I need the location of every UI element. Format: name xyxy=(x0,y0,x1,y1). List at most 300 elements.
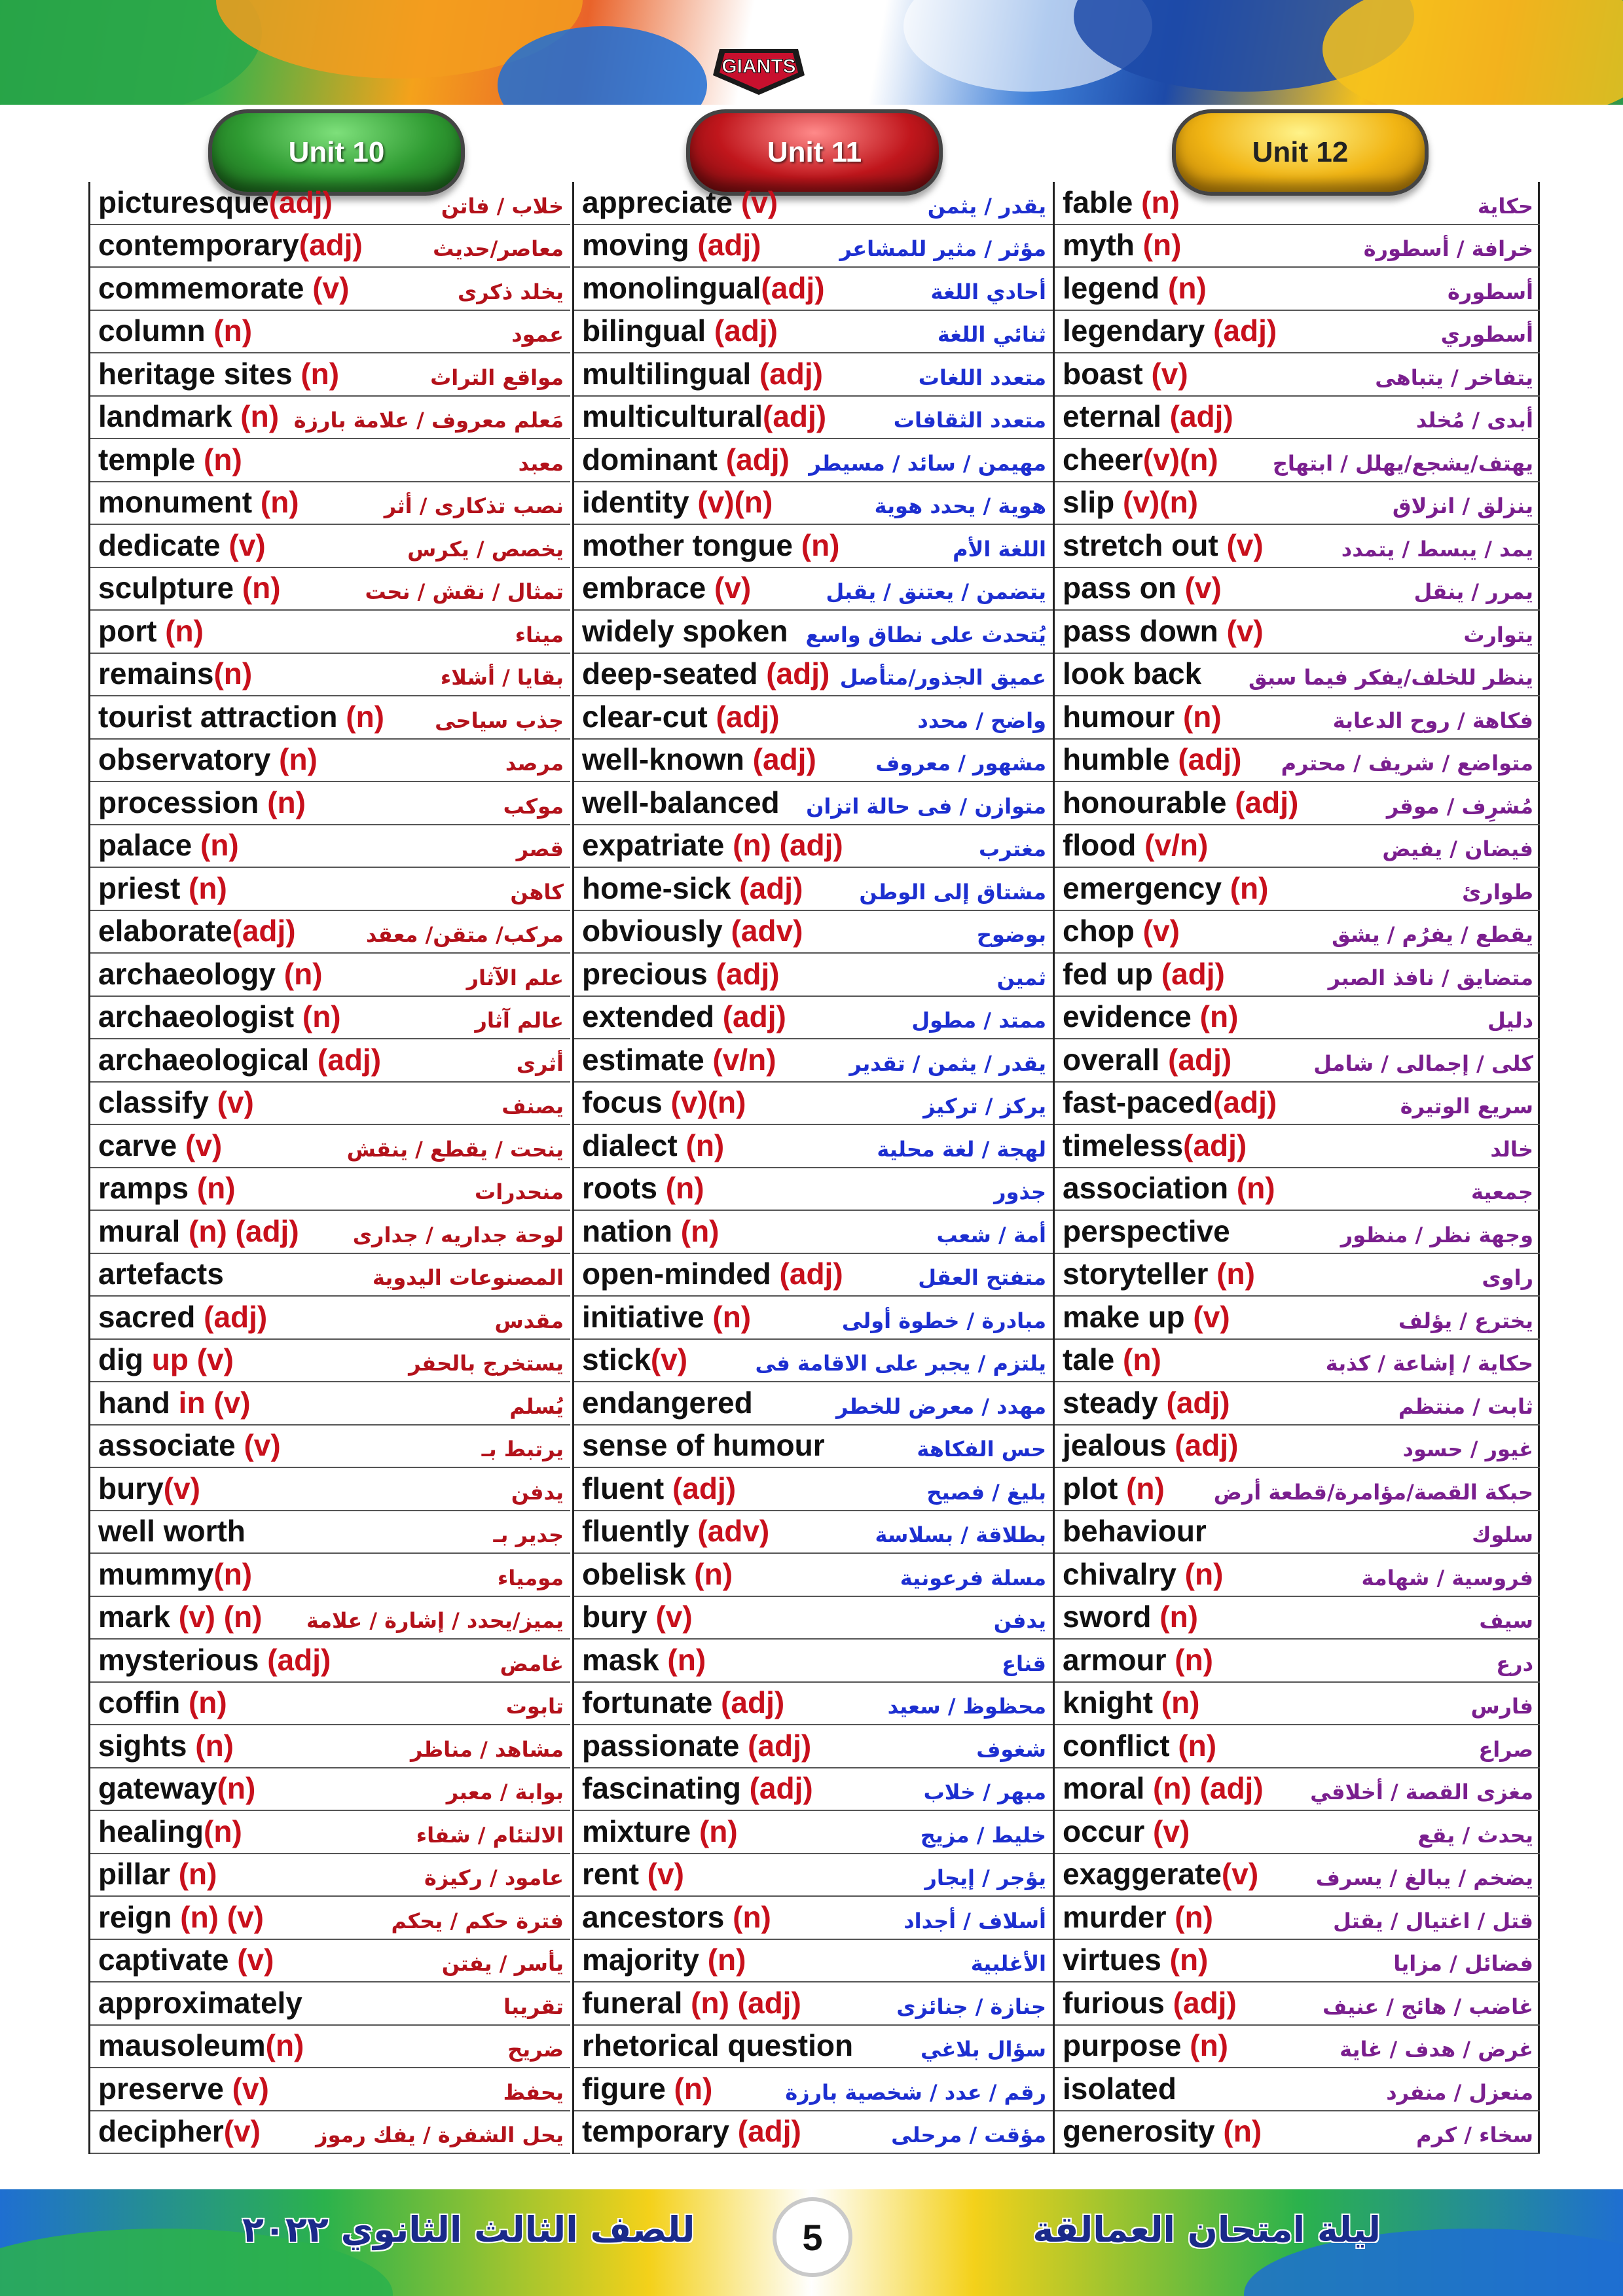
english-word xyxy=(98,1856,217,1892)
arabic-meaning: مشتاق إلى الوطن xyxy=(859,879,1046,905)
arabic-meaning: غيور / حسود xyxy=(1402,1437,1533,1462)
english-word xyxy=(98,999,341,1034)
english-word xyxy=(98,1642,331,1677)
english-word xyxy=(98,1770,255,1806)
arabic-meaning: متعدد الثقافات xyxy=(893,408,1046,433)
english-word xyxy=(1063,699,1222,734)
english-word xyxy=(1063,656,1201,691)
word: association xyxy=(1063,1171,1229,1205)
word: temple xyxy=(98,442,196,476)
english-word xyxy=(98,1427,281,1463)
part-of-speech: (v) xyxy=(647,1600,693,1634)
vocab-row xyxy=(1055,740,1540,783)
english-word xyxy=(98,870,227,906)
part-of-speech: (n) xyxy=(232,399,280,433)
part-of-speech: (n) xyxy=(292,356,340,391)
arabic-meaning: اللغة الأم xyxy=(953,536,1046,562)
vocab-row xyxy=(1055,268,1540,311)
english-word xyxy=(98,1513,246,1549)
vocab-row xyxy=(90,568,570,611)
word: bury xyxy=(98,1471,164,1505)
part-of-speech: (v) xyxy=(177,1128,223,1162)
arabic-meaning: ضريح xyxy=(507,2037,564,2062)
part-of-speech: (n) xyxy=(1166,1642,1213,1677)
vocab-row xyxy=(574,911,1053,954)
arabic-meaning: يتفاخر / يتباهى xyxy=(1375,365,1533,390)
vocab-row xyxy=(90,1468,570,1511)
english-word xyxy=(1063,1728,1216,1763)
part-of-speech: (adj) xyxy=(717,442,790,476)
english-word xyxy=(98,313,252,348)
vocab-row xyxy=(90,268,570,311)
part-of-speech: (adj) xyxy=(714,999,786,1033)
arabic-meaning: سيف xyxy=(1479,1608,1533,1633)
arabic-meaning: علم الآثار xyxy=(466,965,564,990)
english-word xyxy=(1063,613,1264,649)
arabic-meaning: جمعية xyxy=(1470,1179,1533,1204)
arabic-meaning: حس الفكاهة xyxy=(917,1437,1046,1462)
vocab-row xyxy=(90,782,570,825)
vocab-row xyxy=(574,568,1053,611)
arabic-meaning: منعزل / منفرد xyxy=(1386,2079,1533,2105)
vocab-row xyxy=(1055,825,1540,869)
arabic-meaning: يلتزم / يجبر على الاقامة فى xyxy=(755,1351,1046,1376)
word: associate xyxy=(98,1428,236,1462)
english-word xyxy=(98,699,384,734)
arabic-meaning: منحدرات xyxy=(475,1179,564,1204)
word: multicultural xyxy=(582,399,763,433)
part-of-speech: (v) xyxy=(1221,1857,1259,1891)
part-of-speech: (n) xyxy=(1152,1685,1200,1719)
english-word xyxy=(582,913,803,948)
english-word xyxy=(1063,956,1225,992)
part-of-speech: (v)(n) xyxy=(689,485,773,519)
arabic-meaning: يدفن xyxy=(511,1479,564,1505)
word: legend xyxy=(1063,270,1160,305)
arabic-meaning: معاصر/حديث xyxy=(433,236,564,261)
arabic-meaning: قصر xyxy=(516,836,564,861)
vocab-row xyxy=(574,1811,1053,1854)
part-of-speech: (n) xyxy=(657,1171,704,1205)
part-of-speech: (adj) xyxy=(1205,314,1277,348)
arabic-meaning: سلوك xyxy=(1472,1522,1533,1547)
vocab-row xyxy=(574,696,1053,740)
arabic-meaning: فيضان / يفيض xyxy=(1382,836,1533,861)
part-of-speech: (n) xyxy=(204,1814,242,1848)
arabic-meaning: جذب سياحى xyxy=(435,708,564,733)
word: plot xyxy=(1063,1471,1118,1505)
part-of-speech: (adj) xyxy=(1183,1128,1247,1162)
vocab-row xyxy=(574,1683,1053,1726)
english-word xyxy=(1063,2028,1228,2063)
vocab-row xyxy=(90,1254,570,1297)
word: remains xyxy=(98,656,214,691)
arabic-meaning: يتوارث xyxy=(1463,622,1533,647)
english-word xyxy=(1063,1128,1247,1163)
word: deep-seated xyxy=(582,656,758,691)
arabic-meaning: ميناء xyxy=(515,622,564,647)
word: expatriate xyxy=(582,828,725,862)
part-of-speech: (v)(n) xyxy=(1114,485,1198,519)
vocab-row xyxy=(1055,397,1540,440)
english-word xyxy=(98,913,296,948)
word: stretch out xyxy=(1063,528,1218,562)
arabic-meaning: نصب تذكارى / أثر xyxy=(384,493,564,518)
english-word xyxy=(98,1042,381,1077)
english-word xyxy=(98,1814,242,1849)
part-of-speech: in (v) xyxy=(170,1385,251,1420)
vocab-row xyxy=(574,1468,1053,1511)
unit-11-label: Unit 11 xyxy=(767,136,862,168)
vocab-row xyxy=(1055,1083,1540,1126)
arabic-meaning: درع xyxy=(1496,1651,1533,1676)
arabic-meaning: عميق الجذور/متأصل xyxy=(839,665,1046,690)
word: contemporary xyxy=(98,228,299,262)
vocab-row xyxy=(1055,1940,1540,1983)
part-of-speech: (n) xyxy=(691,1814,738,1848)
part-of-speech: (adv) xyxy=(689,1514,770,1548)
english-word xyxy=(582,1256,843,1291)
vocab-row xyxy=(574,1725,1053,1768)
part-of-speech: (adj) xyxy=(1226,785,1299,819)
part-of-speech: (adj) xyxy=(299,228,363,262)
part-of-speech: (adj) xyxy=(1159,1042,1232,1077)
english-word xyxy=(98,1299,267,1335)
part-of-speech: (adj) xyxy=(1152,956,1225,991)
word: monument xyxy=(98,485,253,519)
vocab-row xyxy=(574,868,1053,911)
vocab-row xyxy=(1055,1511,1540,1554)
word: fluently xyxy=(582,1514,689,1548)
arabic-meaning: صراع xyxy=(1478,1736,1533,1762)
english-word xyxy=(582,742,816,777)
english-word xyxy=(582,999,786,1034)
arabic-meaning: مومياء xyxy=(497,1565,564,1590)
vocab-row xyxy=(574,225,1053,268)
word: fable xyxy=(1063,185,1133,219)
arabic-meaning: مؤثر / مثير للمشاعر xyxy=(839,236,1046,261)
word: make up xyxy=(1063,1299,1185,1334)
vocab-row xyxy=(1055,1168,1540,1211)
arabic-meaning: ثنائي اللغة xyxy=(937,322,1046,347)
part-of-speech: (n) xyxy=(189,1171,236,1205)
word: ramps xyxy=(98,1171,189,1205)
english-word xyxy=(1063,1342,1161,1377)
english-word xyxy=(582,1342,687,1377)
vocab-row xyxy=(90,1083,570,1126)
vocab-row xyxy=(1055,2068,1540,2111)
part-of-speech: (v)(n) xyxy=(662,1085,746,1119)
vocab-row xyxy=(90,353,570,397)
part-of-speech: (adj) xyxy=(1164,1985,1237,2020)
word: mark xyxy=(98,1600,170,1634)
arabic-meaning: غامض xyxy=(500,1651,564,1676)
part-of-speech: (v) xyxy=(163,1471,200,1505)
part-of-speech: (adj) xyxy=(1166,1428,1239,1462)
vocab-row xyxy=(574,1426,1053,1469)
arabic-meaning: سخاء / كرم xyxy=(1416,2123,1533,2147)
arabic-meaning: خلاب / فاتن xyxy=(441,193,564,219)
arabic-meaning: شغوف xyxy=(976,1736,1046,1762)
english-word xyxy=(1063,1856,1258,1892)
arabic-meaning: رقم / عدد / شخصية بارزة xyxy=(785,2079,1046,2105)
english-word xyxy=(1063,1556,1223,1592)
word: sculpture xyxy=(98,571,234,605)
arabic-meaning: ثابت / منتظم xyxy=(1398,1393,1533,1419)
part-of-speech: (n) xyxy=(1166,1899,1213,1934)
word: monolingual xyxy=(582,270,761,305)
footer-title-text: ليلة امتحان العمالقة xyxy=(1032,2209,1381,2250)
part-of-speech: (adj) xyxy=(1161,399,1233,433)
part-of-speech: (adj) xyxy=(1213,1085,1277,1119)
word: initiative xyxy=(582,1299,704,1334)
word: identity xyxy=(582,485,689,519)
vocab-row xyxy=(1055,1982,1540,2026)
word: armour xyxy=(1063,1642,1167,1677)
arabic-meaning: يهتف/يشجع/يهلل / ابتهاج xyxy=(1272,450,1533,476)
vocab-row xyxy=(90,825,570,869)
vocab-row xyxy=(1055,1554,1540,1597)
arabic-meaning: يحدث / يقع xyxy=(1417,1822,1533,1848)
english-word xyxy=(582,613,788,649)
english-word xyxy=(582,2071,712,2106)
part-of-speech: (adj) xyxy=(268,185,333,219)
vocab-row xyxy=(574,1597,1053,1640)
arabic-meaning: يقدر / يثمن xyxy=(927,193,1046,219)
part-of-speech: (n) xyxy=(1221,870,1269,905)
part-of-speech: (adj) xyxy=(731,870,803,905)
english-word xyxy=(98,1599,262,1634)
english-word xyxy=(1063,999,1238,1034)
word: dig xyxy=(98,1342,143,1376)
vocab-row xyxy=(1055,611,1540,654)
vocab-row xyxy=(90,1640,570,1683)
word: bilingual xyxy=(582,314,706,348)
english-word xyxy=(98,827,239,863)
english-word xyxy=(1063,1513,1207,1549)
english-word xyxy=(1063,185,1180,220)
vocab-row xyxy=(574,1083,1053,1126)
word: humour xyxy=(1063,699,1175,734)
arabic-meaning: راوى xyxy=(1482,1265,1533,1290)
word: passionate xyxy=(582,1728,740,1763)
arabic-meaning: متوازن / فى حالة اتزان xyxy=(806,793,1046,819)
vocab-row xyxy=(90,1811,570,1854)
vocab-row xyxy=(1055,1340,1540,1383)
vocab-row xyxy=(90,1340,570,1383)
word: generosity xyxy=(1063,2114,1215,2148)
arabic-meaning: بوضوح xyxy=(976,922,1046,947)
english-word xyxy=(582,1170,704,1206)
english-word xyxy=(98,742,318,777)
part-of-speech: (n) xyxy=(276,956,323,991)
part-of-speech: (adj) xyxy=(744,742,816,776)
vocab-row xyxy=(574,1511,1053,1554)
part-of-speech: (adj) xyxy=(751,356,823,391)
arabic-meaning: غاضب / هائج / عنيف xyxy=(1322,1994,1533,2019)
arabic-meaning: يحل الشفرة / يفك رموز xyxy=(316,2123,564,2147)
vocab-row xyxy=(90,1897,570,1940)
vocab-row xyxy=(90,1768,570,1812)
english-word xyxy=(582,1942,746,1977)
english-word xyxy=(98,1128,222,1163)
english-word xyxy=(582,1427,825,1463)
part-of-speech: (n) (adj) xyxy=(682,1985,801,2020)
arabic-meaning: يمرر / ينقل xyxy=(1413,579,1533,604)
arabic-meaning: لهجة / لغة محلية xyxy=(877,1136,1046,1162)
arabic-meaning: عالم آثار xyxy=(475,1008,564,1033)
word: obviously xyxy=(582,914,723,948)
vocab-row xyxy=(1055,2111,1540,2155)
english-word xyxy=(98,1170,236,1206)
vocab-row xyxy=(90,1039,570,1083)
part-of-speech: (adj) xyxy=(712,1685,785,1719)
english-word xyxy=(1063,1814,1190,1849)
word: mausoleum xyxy=(98,2028,266,2062)
vocab-row xyxy=(90,1426,570,1469)
part-of-speech: (n) xyxy=(213,656,253,691)
english-word xyxy=(98,227,363,262)
vocab-row xyxy=(574,2111,1053,2155)
vocab-row xyxy=(1055,1725,1540,1768)
english-word xyxy=(98,1471,200,1506)
english-word xyxy=(98,1556,252,1592)
vocab-row xyxy=(574,1125,1053,1168)
part-of-speech: (v) xyxy=(304,270,350,305)
arabic-meaning: مقدس xyxy=(494,1308,564,1333)
vocab-row xyxy=(90,439,570,482)
arabic-meaning: يخترع / يؤلف xyxy=(1398,1308,1533,1333)
english-word xyxy=(1063,1385,1230,1420)
page-number: 5 xyxy=(773,2197,852,2277)
english-word xyxy=(582,1471,736,1506)
english-word xyxy=(98,2071,269,2106)
word: priest xyxy=(98,870,181,905)
english-word xyxy=(98,1685,227,1720)
vocab-row xyxy=(574,397,1053,440)
english-word xyxy=(98,1256,224,1291)
arabic-meaning: فروسية / شهامة xyxy=(1361,1565,1533,1590)
word: observatory xyxy=(98,742,271,776)
english-word xyxy=(1063,270,1207,306)
word: chop xyxy=(1063,914,1135,948)
word: look back xyxy=(1063,656,1202,691)
arabic-meaning: خليط / مزيج xyxy=(920,1822,1046,1848)
english-word xyxy=(582,1128,724,1163)
footer-grade-text: للصف الثالث الثانوي ٢٠٢٢ xyxy=(242,2209,695,2250)
arabic-meaning: بليغ / فصيح xyxy=(926,1479,1046,1505)
arabic-meaning: عمود xyxy=(511,322,564,347)
vocab-row xyxy=(90,1168,570,1211)
word: artefacts xyxy=(98,1257,224,1291)
vocab-row xyxy=(574,182,1053,225)
vocab-row xyxy=(574,311,1053,354)
arabic-meaning: أسلاف / أجداد xyxy=(903,1908,1046,1933)
part-of-speech: (v) xyxy=(1176,571,1222,605)
english-word xyxy=(1063,570,1222,605)
part-of-speech: (n) xyxy=(270,742,318,776)
vocab-row xyxy=(1055,1683,1540,1726)
word: stick xyxy=(582,1342,651,1376)
part-of-speech: (v) xyxy=(223,2071,269,2106)
part-of-speech: (adj) xyxy=(689,228,761,262)
vocab-row xyxy=(1055,954,1540,997)
vocab-row xyxy=(90,654,570,697)
word: archaeology xyxy=(98,956,276,991)
vocab-row xyxy=(574,1340,1053,1383)
english-word xyxy=(98,785,306,820)
arabic-meaning: ينحت / يقطع / ينقش xyxy=(346,1136,564,1162)
vocab-row xyxy=(90,911,570,954)
english-word xyxy=(98,570,281,605)
arabic-meaning: فكاهة / روح الدعابة xyxy=(1332,708,1533,733)
arabic-meaning: فارس xyxy=(1470,1694,1533,1719)
arabic-meaning: يميز/يحدد / إشارة / علامة xyxy=(306,1608,564,1633)
word: classify xyxy=(98,1085,209,1119)
part-of-speech: (n) xyxy=(259,785,306,819)
part-of-speech: (n) xyxy=(213,1556,253,1591)
word: estimate xyxy=(582,1042,704,1077)
arabic-meaning: جذور xyxy=(994,1179,1046,1204)
word: captivate xyxy=(98,1943,229,1977)
word: open-minded xyxy=(582,1257,771,1291)
word: extended xyxy=(582,999,714,1033)
word: funeral xyxy=(582,1985,683,2020)
english-word xyxy=(582,185,778,220)
part-of-speech: (v) (n) xyxy=(170,1600,263,1634)
vocab-row xyxy=(1055,696,1540,740)
word: temporary xyxy=(582,2114,729,2148)
part-of-speech: (n) xyxy=(195,442,242,476)
arabic-meaning: يصنف xyxy=(501,1094,564,1119)
word: fortunate xyxy=(582,1685,713,1719)
english-word xyxy=(98,356,339,391)
english-word xyxy=(582,1685,784,1720)
vocab-row xyxy=(574,525,1053,568)
part-of-speech: (n) (adj) xyxy=(180,1213,299,1248)
part-of-speech: (adj) xyxy=(1169,742,1242,776)
english-word xyxy=(582,870,803,906)
word: dialect xyxy=(582,1128,678,1162)
word: fascinating xyxy=(582,1771,741,1805)
part-of-speech: (n) xyxy=(217,1771,256,1805)
word: precious xyxy=(582,956,708,991)
arabic-meaning: خالد xyxy=(1490,1136,1533,1162)
part-of-speech: (n) xyxy=(234,571,281,605)
word: well worth xyxy=(98,1514,246,1548)
word: endangered xyxy=(582,1385,753,1420)
part-of-speech: (n) xyxy=(294,999,341,1033)
english-word xyxy=(582,699,780,734)
part-of-speech: (adj) xyxy=(309,1042,382,1077)
vocab-row xyxy=(574,1554,1053,1597)
word: port xyxy=(98,613,157,648)
english-word xyxy=(1063,785,1298,820)
word: moving xyxy=(582,228,689,262)
word: fast-paced xyxy=(1063,1085,1214,1119)
part-of-speech: (v) xyxy=(208,1085,254,1119)
vocab-row xyxy=(574,1168,1053,1211)
vocab-row xyxy=(1055,1897,1540,1940)
arabic-meaning: جدير بـ xyxy=(493,1522,564,1547)
word: pillar xyxy=(98,1857,170,1891)
english-word xyxy=(582,1042,776,1077)
arabic-meaning: يأسر / يفتن xyxy=(441,1951,564,1976)
word: reign xyxy=(98,1899,172,1934)
arabic-meaning: ممتد / مطول xyxy=(911,1008,1046,1033)
unit-12-column xyxy=(1053,182,1540,2154)
word: emergency xyxy=(1063,870,1222,905)
